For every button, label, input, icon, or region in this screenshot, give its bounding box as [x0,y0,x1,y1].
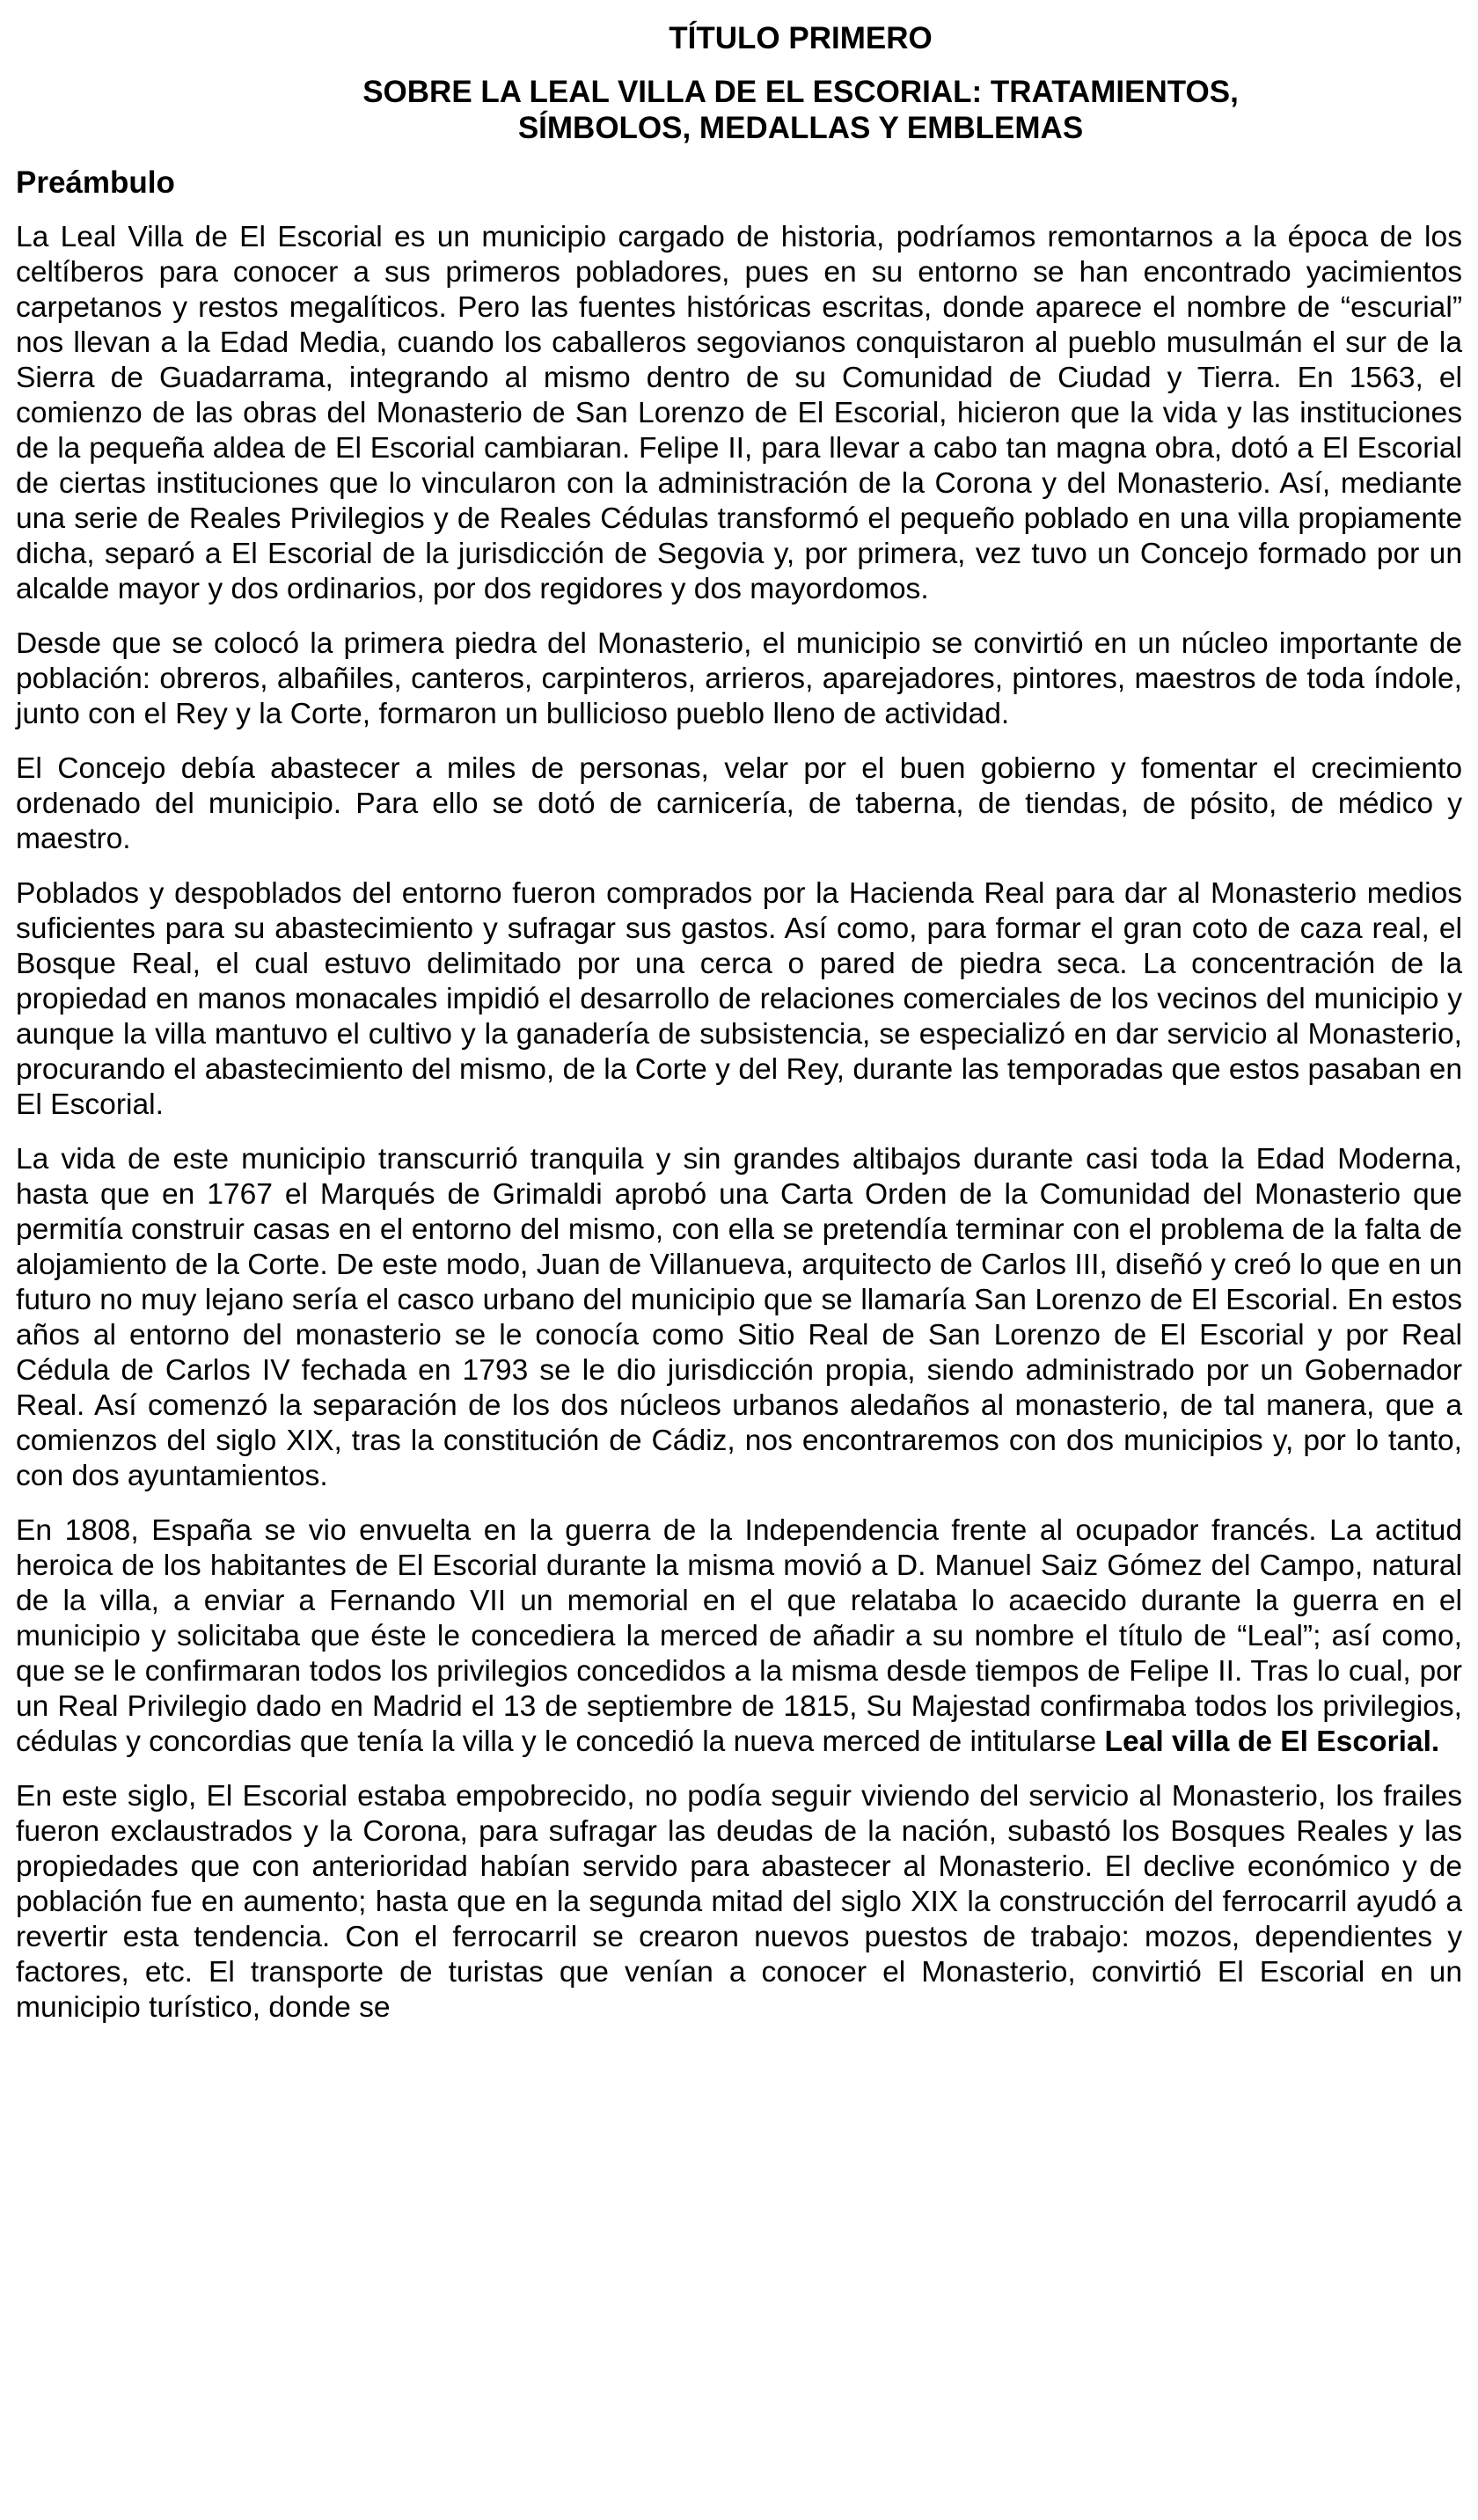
paragraph: Desde que se colocó la primera piedra del Monasterio, el municipio se convirtió en un núcleo importante de población: obreros, albañiles, canteros, carpinteros, arrieros, aparejadores, pintores, maestros de toda índole, junto con el Rey y la Corte, formaron un bullicioso pueblo lleno de actividad. [16,627,1462,730]
paragraph: El Concejo debía abastecer a miles de personas, velar por el buen gobierno y fomentar el crecimiento ordenado del municipio. Para ello se dotó de carnicería, de taberna, de tiendas, de pósito, de médico y maestro. [16,752,1462,855]
paragraph-bold-title: Leal villa de El Escorial. [1104,1725,1440,1758]
paragraph: En este siglo, El Escorial estaba empobrecido, no podía seguir viviendo del servicio al Monasterio, los frailes fueron exclaustrados y la Corona, para sufragar las deudas de la nación, subastó los Bosques Reales y las propiedades que con anterioridad habían servido para abastecer al Monasterio. El declive económico y de población fue en aumento; hasta que en la segunda mitad del siglo XIX la construcción del ferrocarril ayudó a revertir esta tendencia. Con el ferrocarril se crearon nuevos puestos de trabajo: mozos, dependientes y factores, etc. El transporte de turistas que venían a conocer el Monasterio, convirtió El Escorial en un municipio turístico, donde se [16,1780,1462,2024]
subtitle-line-1: SOBRE LA LEAL VILLA DE EL ESCORIAL: TRATAMIENTOS, [362,75,1239,109]
section-heading-preambulo: Preámbulo [16,165,175,200]
subtitle-line-2: SÍMBOLOS, MEDALLAS Y EMBLEMAS [517,111,1084,145]
paragraph: Poblados y despoblados del entorno fueron comprados por la Hacienda Real para dar al Monasterio medios suficientes para su abastecimiento y sufragar sus gastos. Así como, para formar el gran coto de caza real, el Bosque Real, el cual estuvo delimitado por una cerca o pared de piedra seca. La concentración de la propiedad en manos monacales impidió el desarrollo de relaciones comerciales de los vecinos del municipio y aunque la villa mantuvo el cultivo y la ganadería de subsistencia, se especializó en dar servicio al Monasterio, procurando el abastecimiento del mismo, de la Corte y del Rey, durante las temporadas que estos pasaban en El Escorial. [16,877,1462,1121]
paragraph: La vida de este municipio transcurrió tranquila y sin grandes altibajos durante casi toda la Edad Moderna, hasta que en 1767 el Marqués de Grimaldi aprobó una Carta Orden de la Comunidad del Monasterio que permitía construir casas en el entorno del mismo, con ella se pretendía terminar con el problema de la falta de alojamiento de la Corte. De este modo, Juan de Villanueva, arquitecto de Carlos III, diseñó y creó lo que en un futuro no muy lejano sería el casco urbano del municipio que se llamaría San Lorenzo de El Escorial. En estos años al entorno del monasterio se le conocía como Sitio Real de San Lorenzo de El Escorial y por Real Cédula de Carlos IV fechada en 1793 se le dio jurisdicción propia, siendo administrado por un Gobernador Real. Así comenzó la separación de los dos núcleos urbanos aledaños al monasterio, de tal manera, que a comienzos del siglo XIX, tras la constitución de Cádiz, nos encontraremos con dos municipios y, por lo tanto, con dos ayuntamientos. [16,1143,1462,1492]
paragraph: La Leal Villa de El Escorial es un municipio cargado de historia, podríamos remontarnos a la época de los celtíberos para conocer a sus primeros pobladores, pues en su entorno se han encontrado yacimientos carpetanos y restos megalíticos. Pero las fuentes históricas escritas, donde aparece el nombre de “escurial” nos llevan a la Edad Media, cuando los caballeros segovianos conquistaron al pueblo musulmán el sur de la Sierra de Guadarrama, integrando al mismo dentro de su Comunidad de Ciudad y Tierra. En 1563, el comienzo de las obras del Monasterio de San Lorenzo de El Escorial, hicieron que la vida y las instituciones de la pequeña aldea de El Escorial cambiaran. Felipe II, para llevar a cabo tan magna obra, dotó a El Escorial de ciertas instituciones que lo vincularon con la administración de la Corona y del Monasterio. Así, mediante una serie de Reales Privilegios y de Reales Cédulas transformó el pequeño poblado en una villa propiamente dicha, separó a El Escorial de la jurisdicción de Segovia y, por primera, vez tuvo un Concejo formado por un alcalde mayor y dos ordinarios, por dos regidores y dos mayordomos. [16,221,1462,605]
paragraph [16,1513,1462,1760]
document-title: TÍTULO PRIMERO [669,21,933,55]
document-subtitle [16,74,1462,146]
paragraph-text: En 1808, España se vio envuelta en la guerra de la Independencia frente al ocupador francés. La actitud heroica de los habitantes de El Escorial durante la misma movió a D. Manuel Saiz Gómez del Campo, natural de la villa, a enviar a Fernando VII un memorial en el que relataba lo acaecido durante la guerra en el municipio y solicitaba que éste le concediera la merced de añadir a su nombre el título de “Leal”; así como, que se le confirmaran todos los privilegios concedidos a la misma desde tiempos de Felipe II. Tras lo cual, por un Real Privilegio dado en Madrid el 13 de septiembre de 1815, Su Majestad confirmaba todos los privilegios, cédulas y concordias que tenía la villa y le concedió la nueva merced de intitularse [16,1514,1462,1758]
